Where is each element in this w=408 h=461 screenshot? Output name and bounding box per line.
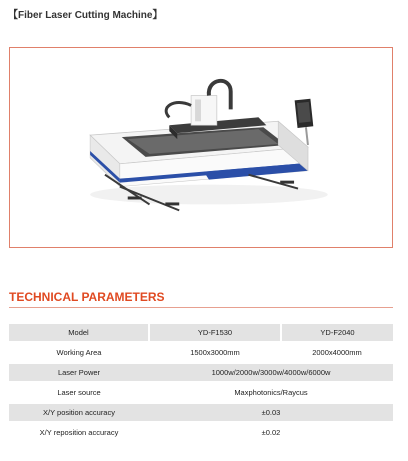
table-row (9, 383, 393, 403)
row-value: Maxphotonics/Raycus (149, 383, 393, 403)
section-title: TECHNICAL PARAMETERS (9, 290, 165, 304)
row-label: X/Y reposition accuracy (9, 423, 149, 443)
page-title: 【Fiber Laser Cutting Machine】 (8, 10, 163, 21)
header-model-1: YD-F1530 (149, 324, 281, 343)
row-label: Laser source (9, 383, 149, 403)
row-label: X/Y position accuracy (9, 403, 149, 423)
table-header-row (9, 324, 393, 343)
product-image-frame (9, 47, 393, 248)
technical-parameters-table (9, 324, 393, 444)
row-value: 2000x4000mm (281, 343, 393, 363)
row-label: Laser Power (9, 363, 149, 383)
row-value: 1000w/2000w/3000w/4000w/6000w (149, 363, 393, 383)
section-divider (9, 307, 393, 308)
row-label: Working Area (9, 343, 149, 363)
table-row (9, 423, 393, 443)
header-model-2: YD-F2040 (281, 324, 393, 343)
laser-cutting-machine-icon (10, 48, 392, 247)
header-model: Model (9, 324, 149, 343)
row-value: ±0.03 (149, 403, 393, 423)
row-value: 1500x3000mm (149, 343, 281, 363)
row-value: ±0.02 (149, 423, 393, 443)
table-row (9, 343, 393, 363)
table-row (9, 363, 393, 383)
table-row (9, 403, 393, 423)
